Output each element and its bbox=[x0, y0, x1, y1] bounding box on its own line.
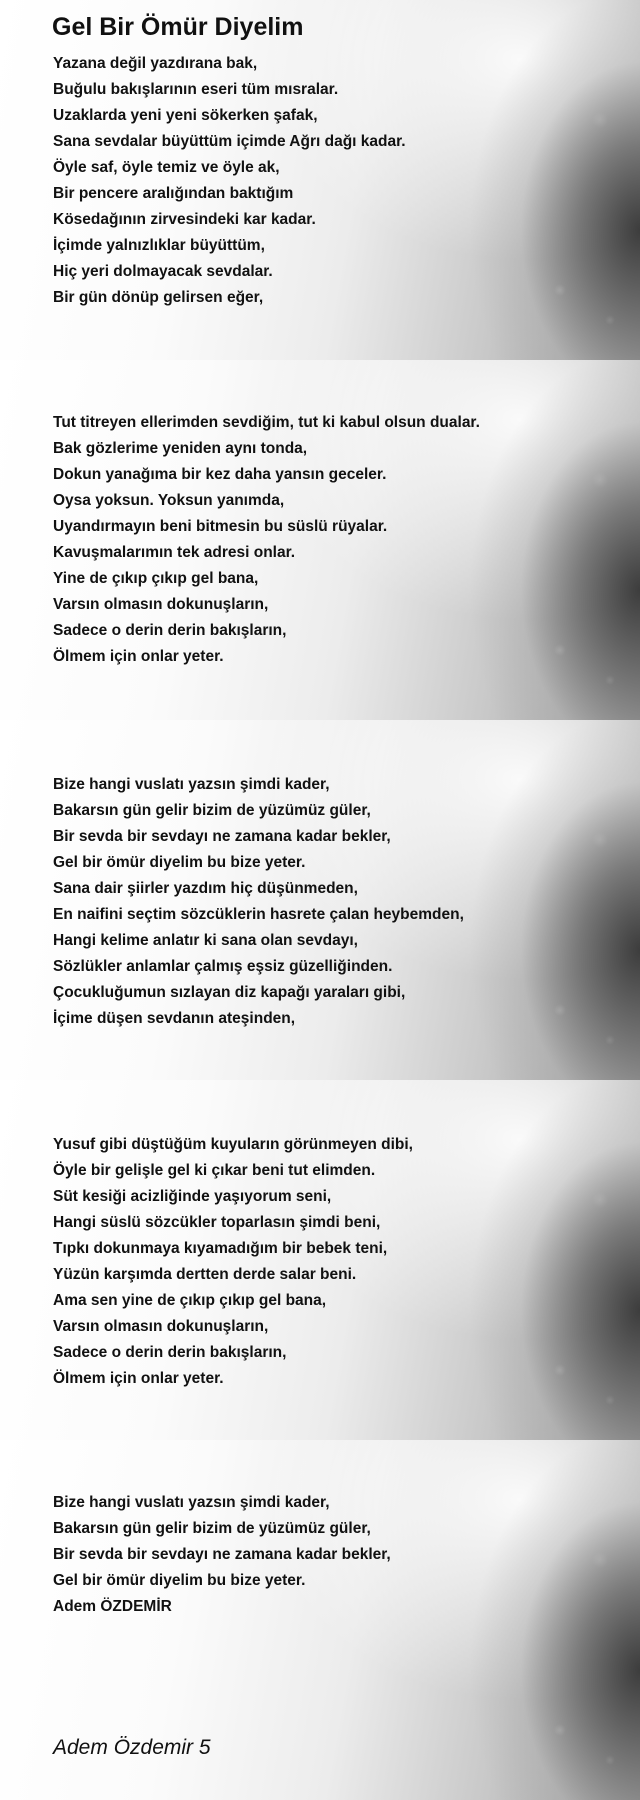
stanza-2 bbox=[53, 410, 480, 670]
verse-line: Sana dair şiirler yazdım hiç düşünmeden, bbox=[53, 880, 358, 897]
stanza-panel-5 bbox=[0, 1440, 640, 1800]
verse-line: En naifini seçtim sözcüklerin hasrete çalan heybemden, bbox=[53, 906, 464, 923]
verse-line: İçime düşen sevdanın ateşinden, bbox=[53, 1010, 296, 1027]
verse-line: Oysa yoksun. Yoksun yanımda, bbox=[53, 492, 285, 509]
verse-line: Bir sevda bir sevdayı ne zamana kadar bekler, bbox=[53, 1546, 391, 1563]
stanza-panel-4 bbox=[0, 1080, 640, 1440]
verse-line: Yine de çıkıp çıkıp gel bana, bbox=[53, 570, 259, 587]
verse-line: Sana sevdalar büyüttüm içimde Ağrı dağı kadar. bbox=[53, 133, 406, 150]
verse-line: Süt kesiği acizliğinde yaşıyorum seni, bbox=[53, 1188, 332, 1205]
verse-line: Varsın olmasın dokunuşların, bbox=[53, 1318, 269, 1335]
verse-line: Bak gözlerime yeniden aynı tonda, bbox=[53, 440, 308, 457]
verse-line: Tut titreyen ellerimden sevdiğim, tut ki kabul olsun dualar. bbox=[53, 414, 480, 431]
verse-line: Sadece o derin derin bakışların, bbox=[53, 622, 287, 639]
verse-line: Yüzün karşımda dertten derde salar beni. bbox=[53, 1266, 357, 1283]
verse-line: Hangi kelime anlatır ki sana olan sevdayı, bbox=[53, 932, 358, 949]
verse-line: Dokun yanağıma bir kez daha yansın geceler. bbox=[53, 466, 387, 483]
verse-line: Sadece o derin derin bakışların, bbox=[53, 1344, 287, 1361]
verse-line: Sözlükler anlamlar çalmış eşsiz güzelliğinden. bbox=[53, 958, 393, 975]
signature: Adem Özdemir 5 bbox=[53, 1736, 211, 1759]
verse-line: Uyandırmayın beni bitmesin bu süslü rüyalar. bbox=[53, 518, 388, 535]
verse-line: Yazana değil yazdırana bak, bbox=[53, 55, 258, 72]
verse-line: Çocukluğumun sızlayan diz kapağı yaraları gibi, bbox=[53, 984, 406, 1001]
stanza-panel-1 bbox=[0, 0, 640, 360]
verse-line: Bir pencere aralığından baktığım bbox=[53, 185, 294, 202]
verse-line: Kösedağının zirvesindeki kar kadar. bbox=[53, 211, 316, 228]
verse-line: Gel bir ömür diyelim bu bize yeter. bbox=[53, 1572, 306, 1589]
stanza-panel-3 bbox=[0, 720, 640, 1080]
verse-line: Uzaklarda yeni yeni sökerken şafak, bbox=[53, 107, 318, 124]
poem-author: Adem ÖZDEMİR bbox=[53, 1598, 172, 1615]
stanza-panel-2 bbox=[0, 360, 640, 720]
verse-line: Ama sen yine de çıkıp çıkıp gel bana, bbox=[53, 1292, 327, 1309]
verse-line: Öyle bir gelişle gel ki çıkar beni tut elimden. bbox=[53, 1162, 376, 1179]
verse-line: İçimde yalnızlıklar büyüttüm, bbox=[53, 237, 265, 254]
verse-line: Yusuf gibi düştüğüm kuyuların görünmeyen dibi, bbox=[53, 1136, 413, 1153]
stanza-1 bbox=[53, 51, 406, 311]
poem-title: Gel Bir Ömür Diyelim bbox=[52, 13, 304, 41]
verse-line: Buğulu bakışlarının eseri tüm mısralar. bbox=[53, 81, 339, 98]
verse-line: Ölmem için onlar yeter. bbox=[53, 1370, 224, 1387]
verse-line: Bize hangi vuslatı yazsın şimdi kader, bbox=[53, 1494, 330, 1511]
verse-line: Gel bir ömür diyelim bu bize yeter. bbox=[53, 854, 306, 871]
verse-line: Bakarsın gün gelir bizim de yüzümüz güler, bbox=[53, 802, 371, 819]
verse-line: Bir sevda bir sevdayı ne zamana kadar bekler, bbox=[53, 828, 391, 845]
stanza-3 bbox=[53, 772, 464, 1032]
verse-line: Bir gün dönüp gelirsen eğer, bbox=[53, 289, 264, 306]
verse-line: Tıpkı dokunmaya kıyamadığım bir bebek teni, bbox=[53, 1240, 388, 1257]
stanza-5 bbox=[53, 1490, 391, 1620]
verse-line: Bize hangi vuslatı yazsın şimdi kader, bbox=[53, 776, 330, 793]
verse-line: Öyle saf, öyle temiz ve öyle ak, bbox=[53, 159, 280, 176]
verse-line: Bakarsın gün gelir bizim de yüzümüz güler, bbox=[53, 1520, 371, 1537]
verse-line: Hangi süslü sözcükler toparlasın şimdi beni, bbox=[53, 1214, 381, 1231]
stanza-4 bbox=[53, 1132, 413, 1392]
verse-line: Hiç yeri dolmayacak sevdalar. bbox=[53, 263, 273, 280]
verse-line: Kavuşmalarımın tek adresi onlar. bbox=[53, 544, 296, 561]
verse-line: Varsın olmasın dokunuşların, bbox=[53, 596, 269, 613]
verse-line: Ölmem için onlar yeter. bbox=[53, 648, 224, 665]
